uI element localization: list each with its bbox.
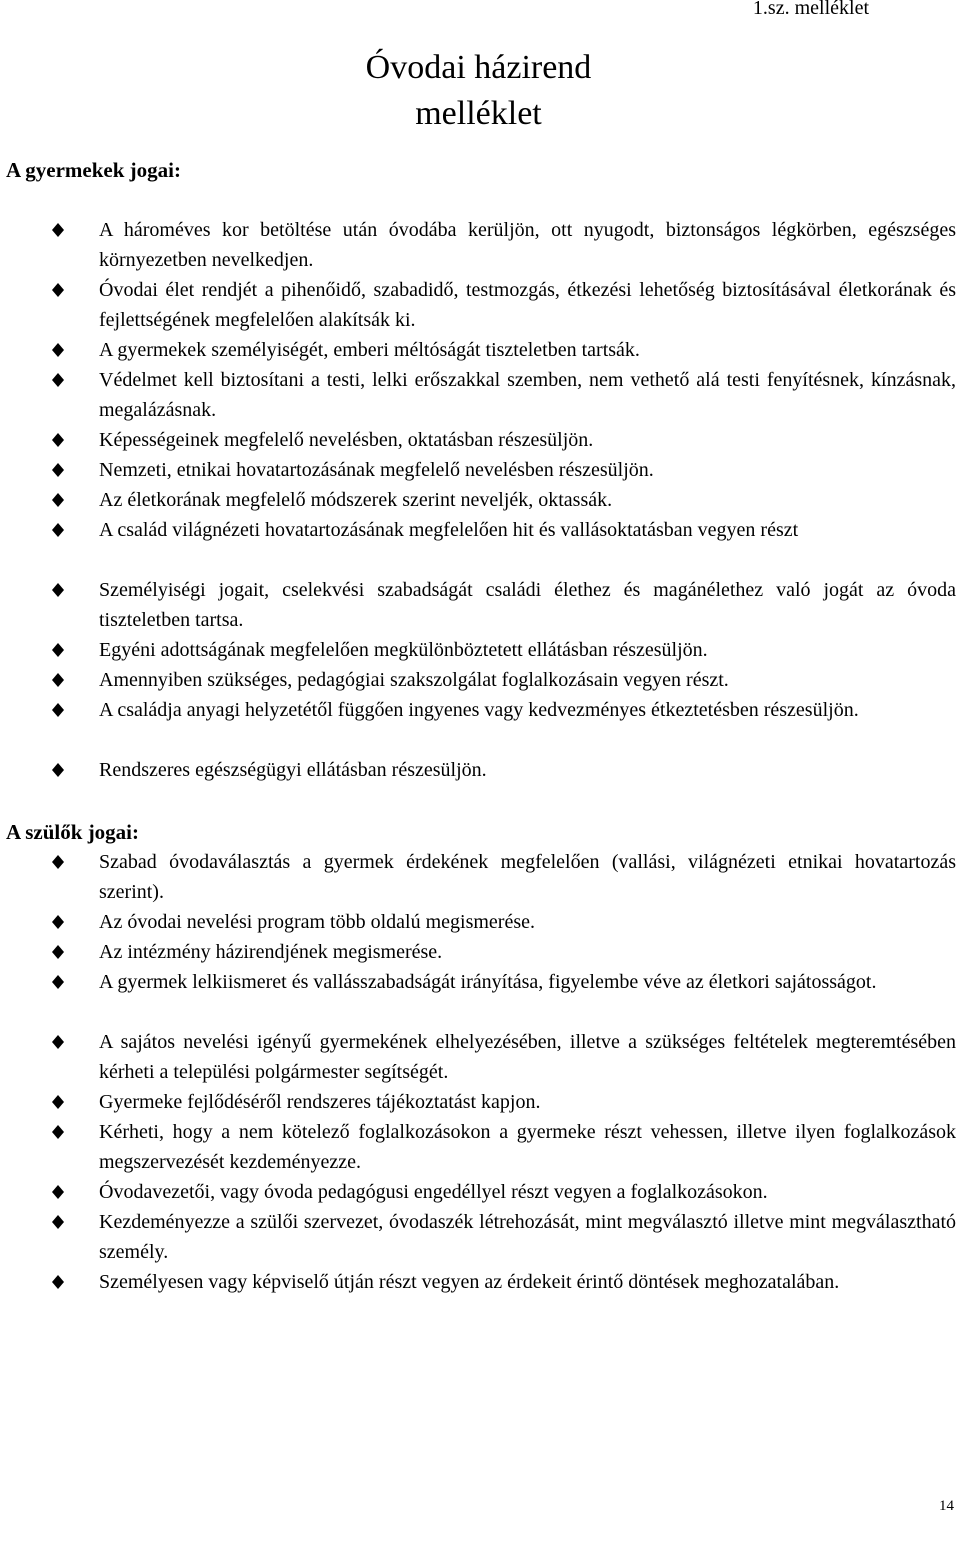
diamond-bullet-icon [51, 283, 65, 297]
children-rights-list [0, 215, 960, 785]
list-item [0, 1207, 956, 1267]
list-item [0, 665, 956, 695]
list-item [0, 455, 956, 485]
list-item-text: Nemzeti, etnikai hovatartozásának megfelelő nevelésben részesüljön. [99, 459, 654, 481]
diamond-bullet-icon [51, 583, 65, 597]
list-item-text: A sajátos nevelési igényű gyermekének elhelyezésében, illetve a szükséges feltételek megteremtésében kérheti a települési polgármester segítségét. [99, 1031, 956, 1083]
diamond-bullet-icon [51, 673, 65, 687]
diamond-bullet-icon [51, 1125, 65, 1139]
list-item-text: Kezdeményezze a szülői szervezet, óvodaszék létrehozását, mint megválasztó illetve mint megválasztható személy. [99, 1211, 956, 1263]
diamond-bullet-icon [51, 915, 65, 929]
list-item-text: Szabad óvodaválasztás a gyermek érdekének megfelelően (vallási, világnézeti etnikai hovatartozás szerint). [99, 851, 956, 903]
list-item [0, 1117, 956, 1177]
diamond-bullet-icon [51, 703, 65, 717]
list-item-text: Az életkorának megfelelő módszerek szerint neveljék, oktassák. [99, 489, 613, 511]
list-item-text: Személyiségi jogait, cselekvési szabadságát családi élethez és magánélethez való jogát az óvoda tiszteletben tartsa. [99, 579, 956, 631]
list-item [0, 365, 956, 425]
diamond-bullet-icon [51, 523, 65, 537]
list-item [0, 907, 956, 937]
diamond-bullet-icon [51, 373, 65, 387]
list-item-text: Amennyiben szükséges, pedagógiai szakszolgálat foglalkozásain vegyen részt. [99, 669, 729, 691]
list-item [0, 755, 956, 785]
title-line-2: melléklet [415, 95, 542, 132]
list-item [0, 515, 956, 575]
list-item [0, 1177, 956, 1207]
diamond-bullet-icon [51, 493, 65, 507]
annex-label: 1.sz. melléklet [752, 0, 869, 19]
diamond-bullet-icon [51, 945, 65, 959]
list-item-text: Kérheti, hogy a nem kötelező foglalkozásokon a gyermeke részt vehessen, illetve ilyen foglalkozások megszervezését kezdeményezze. [99, 1121, 956, 1173]
list-item-text: A gyermek lelkiismeret és vallásszabadságát irányítása, figyelembe véve az életkori sajátosságot. [99, 971, 877, 993]
list-item-text: Az intézmény házirendjének megismerése. [99, 941, 443, 963]
diamond-bullet-icon [51, 855, 65, 869]
list-item-text: Óvodai élet rendjét a pihenőidő, szabadidő, testmozgás, étkezési lehetőség biztosításával életkorának és fejlettségének megfelelően alakítsák ki. [99, 279, 956, 331]
diamond-bullet-icon [51, 433, 65, 447]
diamond-bullet-icon [51, 643, 65, 657]
diamond-bullet-icon [51, 1275, 65, 1289]
list-item-text: A család világnézeti hovatartozásának megfelelően hit és vallásoktatásban vegyen részt [99, 519, 799, 541]
page-number: 14 [939, 1498, 954, 1514]
diamond-bullet-icon [51, 1185, 65, 1199]
list-item [0, 1267, 956, 1327]
list-item-text: A családja anyagi helyzetétől függően ingyenes vagy kedvezményes étkeztetésben részesüljön. [99, 699, 859, 721]
children-rights-heading: A gyermekek jogai: [6, 158, 181, 182]
list-item-text: Személyesen vagy képviselő útján részt vegyen az érdekeit érintő döntések meghozatalában. [99, 1271, 840, 1293]
list-item [0, 847, 956, 907]
diamond-bullet-icon [51, 1035, 65, 1049]
list-item [0, 1027, 956, 1087]
list-item [0, 1087, 956, 1117]
list-item-text: Rendszeres egészségügyi ellátásban részesüljön. [99, 759, 487, 781]
list-item [0, 215, 956, 275]
list-item-text: Az óvodai nevelési program több oldalú megismerése. [99, 911, 535, 933]
diamond-bullet-icon [51, 763, 65, 777]
list-item [0, 695, 956, 755]
diamond-bullet-icon [51, 1215, 65, 1229]
list-item-text: A hároméves kor betöltése után óvodába kerüljön, ott nyugodt, biztonságos légkörben, egészséges környezetben nevelkedjen. [99, 219, 956, 271]
diamond-bullet-icon [51, 223, 65, 237]
document-title [0, 45, 960, 137]
diamond-bullet-icon [51, 343, 65, 357]
diamond-bullet-icon [51, 1095, 65, 1109]
list-item-text: Egyéni adottságának megfelelően megkülönböztetett ellátásban részesüljön. [99, 639, 708, 661]
list-item [0, 635, 956, 665]
list-item [0, 335, 956, 365]
list-item [0, 275, 956, 335]
list-item [0, 425, 956, 455]
list-item [0, 575, 956, 635]
list-item-text: Óvodavezetői, vagy óvoda pedagógusi engedéllyel részt vegyen a foglalkozásokon. [99, 1181, 768, 1203]
parents-rights-list [0, 847, 960, 1327]
title-line-1: Óvodai házirend [365, 49, 592, 86]
list-item-text: Képességeinek megfelelő nevelésben, oktatásban részesüljön. [99, 429, 594, 451]
list-item-text: Védelmet kell biztosítani a testi, lelki erőszakkal szemben, nem vethető alá testi fenyítésnek, kínzásnak, megalázásnak. [99, 369, 956, 421]
list-item [0, 967, 956, 1027]
parents-rights-heading: A szülők jogai: [6, 820, 140, 844]
diamond-bullet-icon [51, 463, 65, 477]
diamond-bullet-icon [51, 975, 65, 989]
list-item [0, 937, 956, 967]
list-item-text: A gyermekek személyiségét, emberi méltóságát tiszteletben tartsák. [99, 339, 640, 361]
list-item-text: Gyermeke fejlődéséről rendszeres tájékoztatást kapjon. [99, 1091, 541, 1113]
list-item [0, 485, 956, 515]
